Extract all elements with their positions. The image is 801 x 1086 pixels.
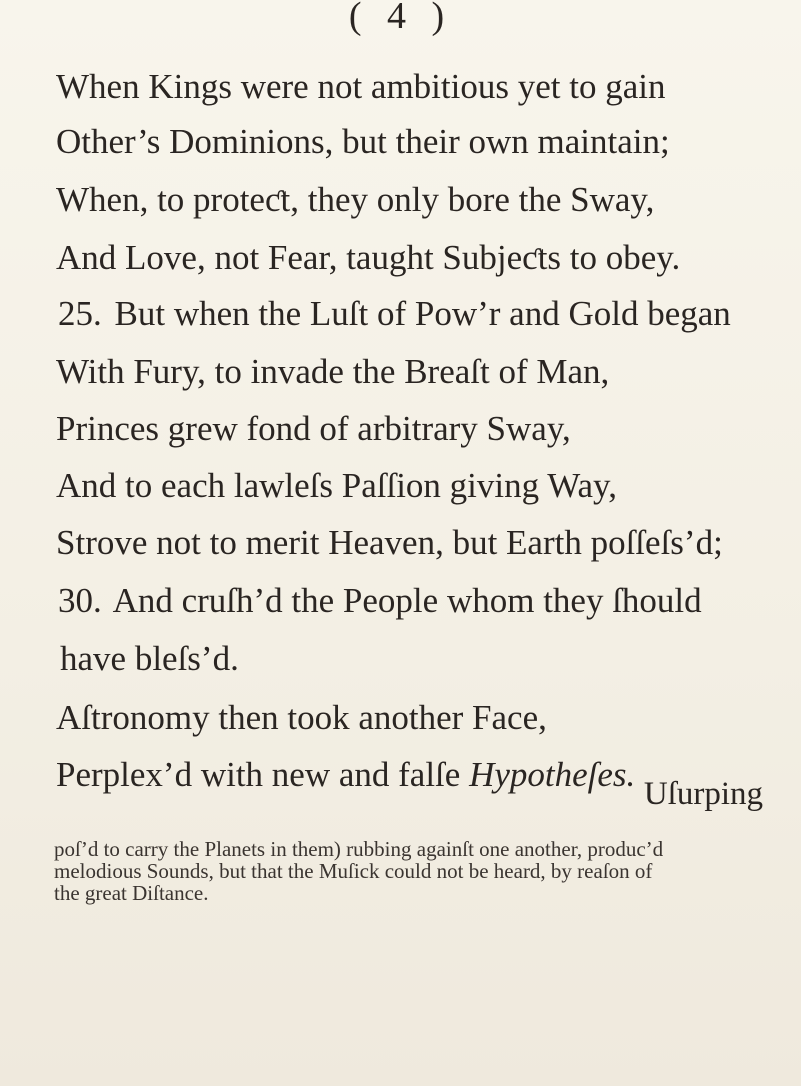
verse-line-numbered [58, 296, 731, 331]
verse-line: have bleſs’d. [60, 639, 239, 678]
footnote-line: the great Diſtance. [54, 881, 209, 905]
footnote-line: poſ’d to carry the Planets in them) rubbing againſt one another, produc’d [54, 837, 664, 861]
verse-line [56, 757, 635, 792]
verse-line: When, to proteƈt, they only bore the Sway, [56, 180, 655, 219]
verse-line-numbered [58, 583, 702, 618]
verse-line: With Fury, to invade the Breaſt of Man, [56, 352, 610, 391]
verse-text: Perplex’d with new and falſe [56, 755, 470, 794]
verse-text-italic: Hypotheſes. [469, 755, 636, 794]
verse-number: 30. [58, 581, 102, 620]
catchword: Uſurping [643, 776, 763, 812]
verse-line: And to each lawleſs Paſſion giving Way, [56, 466, 617, 505]
verse-text: But when the Luſt of Pow’r and Gold began [114, 294, 731, 333]
verse-text: And cruſh’d the People whom they ſhould [112, 581, 702, 620]
page-number: ( 4 ) [348, 0, 453, 37]
footnote-line: melodious Sounds, but that the Muſick could not be heard, by reaſon of [54, 859, 653, 883]
verse-line: When Kings were not ambitious yet to gain [56, 67, 666, 106]
verse-line: And Love, not Fear, taught Subjeƈts to obey. [56, 238, 681, 277]
verse-line: Strove not to merit Heaven, but Earth poſſeſs’d; [56, 523, 723, 562]
verse-line: Aſtronomy then took another Face, [56, 698, 547, 737]
verse-number: 25. [58, 294, 102, 333]
verse-line: Princes grew fond of arbitrary Sway, [56, 409, 571, 448]
footnote [54, 838, 774, 904]
verse-line: Other’s Dominions, but their own maintain; [56, 122, 670, 161]
